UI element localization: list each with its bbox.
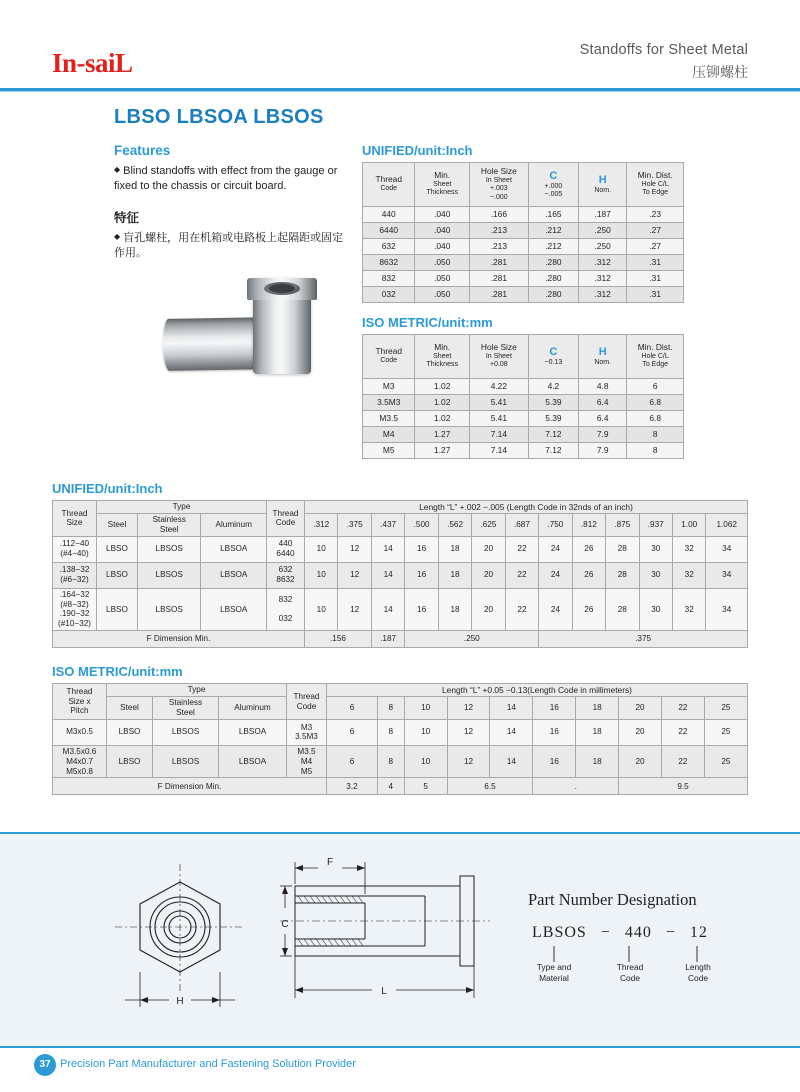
svg-text:H: H	[176, 996, 184, 1007]
table-header-row	[53, 684, 748, 697]
cell: 24	[539, 562, 572, 588]
cell: 7.9	[579, 427, 627, 443]
cell-code: M3.5 M4 M5	[287, 745, 327, 778]
cell: 6.8	[627, 395, 684, 411]
cell: .165	[528, 207, 578, 223]
features-text-en-value: Blind standoffs with effect from the gauge or fixed to the chassis or circuit board.	[114, 165, 338, 192]
cell: .212	[528, 239, 578, 255]
part-number-dash-1: −	[600, 924, 611, 941]
table-row	[363, 395, 684, 411]
cell: 34	[706, 588, 748, 630]
cell: 6	[327, 719, 378, 745]
cell: 22	[661, 745, 704, 778]
col-type: Type	[97, 501, 267, 514]
table-row	[53, 719, 748, 745]
col-len-5: .625	[472, 514, 505, 537]
page-number: 37	[34, 1054, 56, 1076]
standoff-bore-inner	[269, 284, 295, 293]
cell: 1.02	[415, 379, 470, 395]
cell: .281	[469, 287, 528, 303]
metric-spec-label: ISO METRIC/unit:mm	[362, 315, 493, 330]
cell: .187	[579, 207, 627, 223]
cell-aluminum: LBSOA	[201, 536, 267, 562]
page-footer	[0, 1052, 800, 1092]
cell: .312	[579, 287, 627, 303]
col-thread-code: Thread Code	[287, 684, 327, 720]
cell: 24	[539, 588, 572, 630]
cell: 34	[706, 536, 748, 562]
cell: 28	[606, 562, 639, 588]
part-number-length: 12	[689, 924, 708, 941]
cell: 22	[505, 562, 538, 588]
fdim-value-3: 6.5	[447, 778, 533, 795]
col-min-sheet-thickness: Min. Sheet Thickness	[415, 335, 470, 379]
cell: 14	[490, 719, 533, 745]
cell: 7.14	[469, 443, 528, 459]
cell: 20	[472, 536, 505, 562]
cell-stainless: LBSOS	[137, 588, 200, 630]
col-stainless: Stainless Steel	[137, 514, 200, 537]
cell: .213	[469, 223, 528, 239]
col-len-3: .500	[405, 514, 438, 537]
cell: 3.5M3	[363, 395, 415, 411]
cell-stainless: LBSOS	[137, 562, 200, 588]
col-len-2: 10	[404, 697, 447, 720]
col-hole-size: Hole Size In Sheet +.003 −.000	[469, 163, 528, 207]
cell: 16	[533, 719, 576, 745]
cell: .281	[469, 271, 528, 287]
cell: 7.12	[528, 443, 578, 459]
cell: 8	[377, 719, 404, 745]
svg-text:F: F	[326, 857, 334, 868]
table-row	[53, 588, 748, 630]
cell-size: .164−32 (#8−32) .190−32 (#10−32)	[53, 588, 97, 630]
cell: 18	[576, 745, 619, 778]
cell: 22	[505, 536, 538, 562]
table-header-row	[363, 335, 684, 379]
col-len-1: .375	[338, 514, 371, 537]
header-title-block	[580, 42, 748, 82]
col-thread-code: Thread Code	[267, 501, 305, 537]
part-number-code: LBSOS	[532, 924, 587, 941]
cell: 632	[363, 239, 415, 255]
cell: 14	[371, 536, 404, 562]
cell: 22	[661, 719, 704, 745]
cell-size: .138−32 (#6−32)	[53, 562, 97, 588]
cell: 4.8	[579, 379, 627, 395]
cell: 12	[447, 745, 490, 778]
cell: .27	[627, 223, 684, 239]
cell-aluminum: LBSOA	[201, 562, 267, 588]
cell: 32	[672, 562, 705, 588]
table-row	[363, 443, 684, 459]
table-row	[363, 239, 684, 255]
part-number-row	[532, 924, 708, 942]
cell: 10	[404, 745, 447, 778]
fdim-value-2: .250	[405, 631, 539, 648]
table-row	[363, 271, 684, 287]
page-header	[0, 0, 800, 88]
cell: 10	[404, 719, 447, 745]
product-photo	[135, 256, 395, 396]
cell-stainless: LBSOS	[137, 536, 200, 562]
cell-size: M3x0.5	[53, 719, 107, 745]
cell: 32	[672, 536, 705, 562]
cell: 7.9	[579, 443, 627, 459]
cell: 18	[438, 562, 471, 588]
cell: 10	[305, 562, 338, 588]
col-length-title: Length “L” +.002 −.005 (Length Code in 32nds of an inch)	[305, 501, 748, 514]
col-len-7: .750	[539, 514, 572, 537]
cell: 7.14	[469, 427, 528, 443]
cell: 28	[606, 536, 639, 562]
cell: .040	[415, 239, 470, 255]
col-len-10: .937	[639, 514, 672, 537]
cell-steel: LBSO	[97, 588, 138, 630]
table-header-row-2	[53, 697, 748, 720]
cell-aluminum: LBSOA	[201, 588, 267, 630]
col-thread-code: Thread Code	[363, 335, 415, 379]
col-h: H Nom.	[579, 335, 627, 379]
cell-aluminum: LBSOA	[219, 719, 287, 745]
cell: 1.27	[415, 443, 470, 459]
col-type: Type	[107, 684, 287, 697]
part-number-thread: 440	[624, 924, 652, 941]
spec-tables	[362, 143, 692, 459]
cell: 7.12	[528, 427, 578, 443]
cell-stainless: LBSOS	[153, 745, 219, 778]
header-divider-light	[0, 91, 800, 92]
fdim-value-0: .156	[305, 631, 372, 648]
part-number-label-thread: Thread Code	[616, 962, 644, 983]
cell: .312	[579, 255, 627, 271]
cell: 12	[338, 536, 371, 562]
fdim-row	[53, 631, 748, 648]
part-number-dash-2: −	[665, 924, 676, 941]
features-text-en	[114, 164, 352, 194]
cell: 14	[371, 588, 404, 630]
table-row	[53, 536, 748, 562]
cell: .040	[415, 223, 470, 239]
cell: .212	[528, 223, 578, 239]
cell: .050	[415, 255, 470, 271]
table-row	[363, 379, 684, 395]
cell: 25	[704, 719, 747, 745]
cell: 16	[405, 536, 438, 562]
unified-length-label: UNIFIED/unit:Inch	[52, 481, 163, 496]
cell: 1.02	[415, 411, 470, 427]
table-row	[363, 411, 684, 427]
fdim-value-1: 4	[377, 778, 404, 795]
cell: .213	[469, 239, 528, 255]
col-len-12: 1.062	[706, 514, 748, 537]
fdim-value-0: 3.2	[327, 778, 378, 795]
cell: 26	[572, 562, 605, 588]
table-row	[363, 223, 684, 239]
footer-text: Precision Part Manufacturer and Fastening Solution Provider	[60, 1058, 356, 1070]
cell: 24	[539, 536, 572, 562]
cell-size: .112−40 (#4−40)	[53, 536, 97, 562]
cell: .166	[469, 207, 528, 223]
metric-length-label: ISO METRIC/unit:mm	[52, 664, 183, 680]
col-thread-code: Thread Code	[363, 163, 415, 207]
features-text-cn-value: 盲孔螺柱，用在机箱或电路板上起隔距或固定作用。	[114, 231, 344, 259]
col-c: C −0.13	[528, 335, 578, 379]
cell: 6	[627, 379, 684, 395]
col-len-3: 12	[447, 697, 490, 720]
table-row	[363, 207, 684, 223]
cell: 6.4	[579, 411, 627, 427]
col-thread-size: Thread Size	[53, 501, 97, 537]
cell: M3.5	[363, 411, 415, 427]
svg-text:C: C	[281, 919, 289, 930]
cell-steel: LBSO	[107, 719, 153, 745]
fdim-value-4: .	[533, 778, 619, 795]
cell: 20	[619, 719, 662, 745]
col-hole-size: Hole Size In Sheet +0.08	[469, 335, 528, 379]
col-len-4: 14	[490, 697, 533, 720]
cell: .31	[627, 255, 684, 271]
cell: 22	[505, 588, 538, 630]
col-len-2: .437	[371, 514, 404, 537]
cell: 6440	[363, 223, 415, 239]
fdim-label: F Dimension Min.	[53, 778, 327, 795]
page-title: LBSO LBSOA LBSOS	[114, 106, 324, 128]
cell: 16	[405, 588, 438, 630]
part-number-label-type: Type and Material	[536, 962, 572, 983]
diamond-bullet-icon: ◆	[114, 165, 121, 174]
company-logo: In-saiL	[52, 48, 133, 78]
cell: M3	[363, 379, 415, 395]
col-aluminum: Aluminum	[201, 514, 267, 537]
part-number-title: Part Number Designation	[528, 890, 697, 909]
col-min-sheet-thickness: Min. Sheet Thickness	[415, 163, 470, 207]
col-len-0: 6	[327, 697, 378, 720]
cell: 25	[704, 745, 747, 778]
svg-text:L: L	[381, 986, 387, 997]
table-header-row-2	[53, 514, 748, 537]
cell: 12	[338, 588, 371, 630]
diamond-bullet-icon-cn: ◆	[114, 231, 121, 241]
cell: 6	[327, 745, 378, 778]
cell: M5	[363, 443, 415, 459]
cell: M4	[363, 427, 415, 443]
cell: 8	[627, 427, 684, 443]
cell-steel: LBSO	[97, 536, 138, 562]
metric-spec-table	[362, 334, 684, 459]
cell-code: 632 8632	[267, 562, 305, 588]
cell: 5.39	[528, 411, 578, 427]
unified-spec-body	[363, 207, 684, 303]
cell: .040	[415, 207, 470, 223]
cell: 6.8	[627, 411, 684, 427]
col-len-9: 25	[704, 697, 747, 720]
cell: .281	[469, 255, 528, 271]
cell: 1.02	[415, 395, 470, 411]
cell: 4.2	[528, 379, 578, 395]
cell: 440	[363, 207, 415, 223]
table-row	[363, 287, 684, 303]
cell: 20	[472, 562, 505, 588]
col-len-0: .312	[305, 514, 338, 537]
col-len-11: 1.00	[672, 514, 705, 537]
cell: 30	[639, 588, 672, 630]
cell: 10	[305, 536, 338, 562]
table-row	[53, 745, 748, 778]
features-heading-cn: 特征	[114, 210, 140, 225]
cell: .280	[528, 255, 578, 271]
cell-steel: LBSO	[107, 745, 153, 778]
col-len-9: .875	[606, 514, 639, 537]
cell: 20	[472, 588, 505, 630]
cell: .280	[528, 271, 578, 287]
cell: 32	[672, 588, 705, 630]
fdim-row	[53, 778, 748, 795]
header-title-cn: 压铆螺柱	[692, 64, 748, 80]
page-body	[0, 106, 800, 795]
section-view-diagram	[250, 848, 550, 1038]
col-len-8: .812	[572, 514, 605, 537]
cell: 10	[305, 588, 338, 630]
cell: .050	[415, 287, 470, 303]
fdim-value-5: 9.5	[619, 778, 748, 795]
cell: 30	[639, 562, 672, 588]
col-thread-size-pitch: Thread Size x Pitch	[53, 684, 107, 720]
col-steel: Steel	[97, 514, 138, 537]
cell-aluminum: LBSOA	[219, 745, 287, 778]
cell-code: 832 032	[267, 588, 305, 630]
table-row	[363, 427, 684, 443]
header-title-en: Standoffs for Sheet Metal	[579, 42, 748, 58]
unified-length-table	[52, 500, 748, 648]
col-stainless: Stainless Steel	[153, 697, 219, 720]
col-aluminum: Aluminum	[219, 697, 287, 720]
cell-steel: LBSO	[97, 562, 138, 588]
cell: 14	[490, 745, 533, 778]
cell: .250	[579, 223, 627, 239]
cell: 4.22	[469, 379, 528, 395]
cell: 12	[338, 562, 371, 588]
cell: 832	[363, 271, 415, 287]
cell: 6.4	[579, 395, 627, 411]
features-heading: Features	[114, 143, 171, 158]
table-row	[53, 562, 748, 588]
col-len-4: .562	[438, 514, 471, 537]
cell: 5.41	[469, 411, 528, 427]
cell: 30	[639, 536, 672, 562]
unified-length-body	[53, 536, 748, 647]
col-len-1: 8	[377, 697, 404, 720]
diagram-band	[0, 832, 800, 1048]
cell: 16	[533, 745, 576, 778]
fdim-label: F Dimension Min.	[53, 631, 305, 648]
col-h: H Nom.	[579, 163, 627, 207]
col-len-8: 22	[661, 697, 704, 720]
cell: 28	[606, 588, 639, 630]
metric-length-table	[52, 683, 748, 795]
col-len-5: 16	[533, 697, 576, 720]
fdim-value-3: .375	[539, 631, 748, 648]
col-length-title: Length “L” +0.05 −0.13(Length Code in millimeters)	[327, 684, 748, 697]
cell-code: 440 6440	[267, 536, 305, 562]
cell: .050	[415, 271, 470, 287]
fdim-value-2: 5	[404, 778, 447, 795]
cell: 8	[627, 443, 684, 459]
cell: 18	[438, 536, 471, 562]
table-row	[363, 255, 684, 271]
cell: .312	[579, 271, 627, 287]
unified-spec-table	[362, 162, 684, 303]
cell-stainless: LBSOS	[153, 719, 219, 745]
cell: 26	[572, 588, 605, 630]
col-min-dist: Min. Dist. Hole C/L To Edge	[627, 335, 684, 379]
cell: 1.27	[415, 427, 470, 443]
diagram-band-inner	[0, 834, 800, 1050]
cell: 20	[619, 745, 662, 778]
cell: .31	[627, 271, 684, 287]
part-number-label-length: Length Code	[685, 962, 711, 983]
cell-size: M3.5x0.6 M4x0.7 M5x0.8	[53, 745, 107, 778]
col-steel: Steel	[107, 697, 153, 720]
cell: 14	[371, 562, 404, 588]
cell: .27	[627, 239, 684, 255]
cell: 8632	[363, 255, 415, 271]
cell: 18	[438, 588, 471, 630]
cell: 032	[363, 287, 415, 303]
unified-spec-label: UNIFIED/unit:Inch	[362, 143, 473, 158]
cell: 26	[572, 536, 605, 562]
cell: .280	[528, 287, 578, 303]
table-header-row	[53, 501, 748, 514]
cell: 18	[576, 719, 619, 745]
cell: 34	[706, 562, 748, 588]
col-len-6: .687	[505, 514, 538, 537]
fdim-value-1: .187	[371, 631, 404, 648]
metric-spec-body	[363, 379, 684, 459]
cell-code: M3 3.5M3	[287, 719, 327, 745]
cell: 5.39	[528, 395, 578, 411]
cell: 8	[377, 745, 404, 778]
table-header-row	[363, 163, 684, 207]
cell: 12	[447, 719, 490, 745]
col-c: C +.000 −.005	[528, 163, 578, 207]
cell: 16	[405, 562, 438, 588]
cell: 5.41	[469, 395, 528, 411]
metric-length-body	[53, 719, 748, 795]
cell: .250	[579, 239, 627, 255]
col-min-dist: Min. Dist. Hole C/L To Edge	[627, 163, 684, 207]
standoff-flanged-image	[253, 278, 311, 374]
cell: .31	[627, 287, 684, 303]
col-len-6: 18	[576, 697, 619, 720]
cell: .23	[627, 207, 684, 223]
col-len-7: 20	[619, 697, 662, 720]
